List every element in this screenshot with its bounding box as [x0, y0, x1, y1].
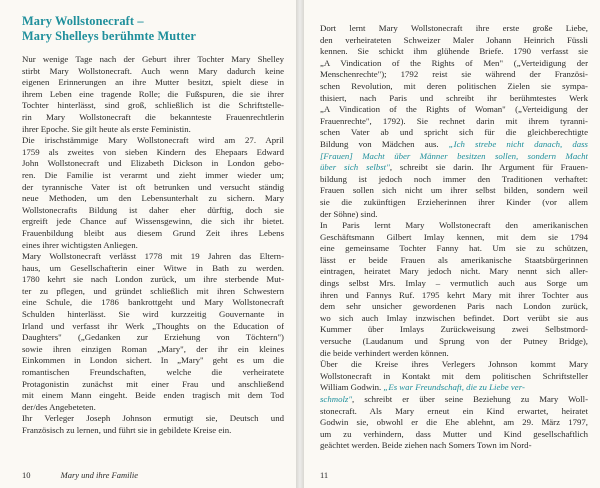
chapter-title-line: Mary Wollstonecraft – [22, 14, 144, 28]
text-line [320, 301, 588, 313]
text-segment: versuche (Laudanum und Sprung von der Putney Bridge), [320, 336, 588, 347]
text-line [320, 174, 588, 186]
text-line [320, 127, 588, 139]
text-line: ihrem Leben eine tragende Rolle; die Fußspuren, die sie ihrer [22, 88, 284, 99]
text-line: der/des Angebeteten. [22, 401, 96, 412]
text-line [320, 278, 588, 290]
quote-text: „Es war Freundschaft, die zu Liebe ver- [383, 382, 525, 393]
text-line: 1759 als zweites von sieben Kindern des Ehepaars Edward [22, 146, 284, 157]
paragraph [22, 135, 284, 251]
text-segment: thisiert, nach Paris und schreibt ihr berühmtestes Werk [320, 92, 588, 103]
text-segment: wo sich auch Imlay inzwischen befindet. Dort verübt sie aus [320, 312, 588, 323]
paragraph [22, 251, 284, 413]
text-line: Die irischstämmige Mary Wollstonecraft wird am 27. April [22, 135, 284, 146]
text-line: romantischen Freundschaften, welche die verheiratete [22, 367, 284, 378]
text-line: eine Schule, die 1786 bankrottgeht und Mary Wollstonecraft [22, 297, 284, 308]
text-segment: um zu verhindern, dass Mutter und Kind gesellschaftlich [320, 428, 588, 439]
text-line [320, 429, 588, 441]
text-line [320, 382, 588, 394]
text-segment: ihren und Fannys Ruf. 1795 kehrt Mary mit ihrer Tochter aus [320, 289, 588, 300]
quote-text: „Ich strebe nicht danach, dass [448, 138, 588, 149]
text-segment: , schreibt sie darin. Ihr Argument für Frauen- [389, 162, 588, 173]
page-footer-right [320, 470, 328, 480]
text-line: Irland und verfasst ihr Werk „Thoughts on the Education of [22, 320, 284, 331]
text-segment: „A Vindication of the Rights of Men" („Verteidigung der [320, 57, 588, 68]
text-segment: Menschenrechte"); 1792 reist sie während der Französi- [320, 69, 588, 80]
text-segment: kennen. Sie schickt ihm glühende Briefe. 1790 verfasst sie [320, 46, 588, 57]
text-segment: Bildung von Mädchen aus. [320, 138, 449, 149]
text-segment: geächtet werden. Beide ziehen nach Somers Town im Nord- [320, 440, 532, 451]
text-line [320, 139, 588, 151]
text-line: ergreift jede Chance auf Wissensgewinn, die sich ihr bietet. [22, 216, 284, 227]
text-segment: bildung ist jedoch noch immer den Traditionen verhaftet: [320, 173, 588, 184]
quote-text: [Frauen] Macht über Männer besitzen sollen, sondern Macht [320, 150, 588, 161]
text-segment: Frauenrechte", 1792). Sie rechnet darin mit ihrem tyranni- [320, 115, 588, 126]
text-segment: den verheirateten Schweizer Maler Johann Heinrich Füssli [320, 34, 588, 45]
text-segment: , schreibt er über seine Beziehung zu Mary Woll- [352, 394, 588, 404]
text-segment: Über die Kreise ihres Verlegers Johnson kommt Mary [320, 359, 588, 370]
text-segment: „A Vindication of the Rights of Woman" („Verteidigung der [320, 104, 588, 115]
text-line: Tochter hinterlässt, sind groß, schließlich ist die Schriftstelle- [22, 100, 284, 111]
text-line [320, 336, 588, 348]
text-segment: Frauen sollen sich nicht um ihrer selbst bilden, sondern weil [320, 185, 588, 196]
text-line: stirbt Mary Wollstonecraft. Auch wenn Mary dadurch keine [22, 65, 284, 76]
text-line [320, 220, 588, 232]
text-segment: der Söhne) sind. [320, 208, 378, 219]
left-page [0, 0, 296, 488]
text-segment: In Paris lernt Mary Wollstonecraft den amerikanischen [320, 220, 588, 231]
text-line [320, 394, 588, 406]
text-line [320, 185, 588, 197]
text-line: mit einem Mann eingeht. Beide enden tragisch mit dem Tod [22, 390, 284, 401]
text-line: eigenen Erinnerungen an ihre Mutter besitzt, spielt diese in [22, 77, 284, 88]
text-line [320, 371, 588, 383]
paragraph [22, 413, 284, 436]
running-head: Mary und ihre Familie [60, 470, 138, 480]
text-line [320, 406, 588, 418]
text-line [320, 197, 588, 209]
text-line: Frauenbildung bleibt aus diesem Grund Zeit ihres Lebens [22, 227, 284, 238]
text-line: Nur wenige Tage nach der Geburt ihrer Tochter Mary Shelley [22, 54, 284, 64]
text-line [320, 359, 588, 371]
text-line [320, 151, 588, 163]
text-segment: Godwin sie, obwohl er die Ehe ablehnt, am 29. März 1797, [320, 417, 588, 428]
text-line: Mary Wollstonecraft verlässt 1778 mit 19 Jahren das Eltern- [22, 251, 284, 262]
quote-text: über sich selbst" [320, 162, 390, 173]
text-segment: sie die zukünftigen Erzieherinnen ihrer Kinder (vor allem [320, 196, 588, 207]
text-line [320, 46, 588, 58]
text-line [320, 81, 588, 93]
text-line: haus, um Gesellschafterin einer Witwe in Bath zu werden. [22, 262, 284, 273]
page-number: 11 [320, 470, 329, 480]
text-line [320, 93, 588, 105]
text-line: Daughters" („Gedanken zur Erziehung von Töchtern") [22, 332, 284, 343]
text-segment: Dort lernt Mary Wollstonecraft ihre erste große Liebe, [320, 23, 588, 33]
text-line [320, 255, 588, 267]
text-line [320, 104, 588, 116]
text-line [320, 69, 588, 81]
text-line [320, 162, 588, 174]
text-segment: lässt er beide Frauen als amerikanische Staatsbürgerinnen [320, 254, 588, 265]
page-number: 10 [22, 470, 31, 480]
text-line [320, 116, 588, 128]
book-gutter [296, 0, 304, 488]
right-page [304, 0, 600, 488]
text-segment: schen Revolution, mit deren politischen Zielen sie sympa- [320, 80, 588, 91]
text-line: Einkommen in London sichert. In „Mary" geht es um die [22, 355, 284, 366]
text-segment: eine gemeinsame Tochter Fanny hat. Um sie zu schützen, [320, 243, 588, 254]
text-line [320, 266, 588, 278]
text-segment: schen Vater ab und spricht sich für die gleichberechtigte [320, 127, 588, 138]
text-segment: Wollstonecraft in Kontakt mit dem politischen Schriftsteller [320, 370, 588, 381]
text-segment: Geschäftsmann Gilbert Imlay kennen, mit dem sie 1794 [320, 231, 588, 242]
text-segment: dem sehr unsicher gewordenen Paris nach London zurück, [320, 301, 588, 312]
left-body-text [22, 54, 284, 437]
text-segment: eintragen, heiratet Mary jedoch nicht. Mary nennt sich aller- [320, 266, 588, 277]
text-segment: die beide verhindert werden können. [320, 347, 449, 358]
text-line [320, 23, 588, 35]
text-line [320, 209, 588, 221]
text-line [320, 313, 588, 325]
text-line: ter zu pflegen, und gründet schließlich mit ihren Schwestern [22, 285, 284, 296]
text-line: 1780 kehrt sie nach London zurück, um ihre sterbende Mut- [22, 274, 284, 285]
text-line [320, 348, 588, 360]
chapter-title [22, 14, 284, 43]
text-line: ihrer Epoche. Sie gilt heute als erste Feministin. [22, 123, 191, 134]
text-line: sowie ihren einzigen Roman „Mary", der ihr ein kleines [22, 343, 284, 354]
text-segment: Kummer über Imlays Zurückweisung zwei Selbstmord- [320, 324, 588, 335]
text-line: Französisch zu lernen, und führt sie in gebildete Kreise ein. [22, 425, 232, 435]
text-line: der tyrannische Vater ist oft betrunken und versucht ständig [22, 181, 284, 192]
quote-text: schmolz" [320, 394, 353, 404]
text-line [320, 232, 588, 244]
right-body-text [320, 23, 588, 452]
text-line [320, 324, 588, 336]
paragraph [22, 54, 284, 135]
text-line [320, 243, 588, 255]
text-line [320, 290, 588, 302]
text-line [320, 440, 588, 452]
text-line: Wollstonecrafts Bildung ist daher eher dürftig, doch sie [22, 204, 284, 215]
text-line [320, 35, 588, 47]
text-line: Protagonistin zunächst mit einer Frau und anschließend [22, 378, 284, 389]
text-line: eines ihrer wichtigsten Anliegen. [22, 239, 138, 250]
text-line [320, 417, 588, 429]
text-line [320, 58, 588, 70]
text-line: rin Mary Wollstonecraft die bekannteste Frauenrechtlerin [22, 111, 284, 122]
text-line: ren. Die Familie ist verarmt und zieht immer wieder um; [22, 169, 284, 180]
text-segment: William Godwin. [320, 382, 384, 393]
text-segment: dings selbst Mrs. Imlay – vermutlich auch aus Sorge um [320, 278, 588, 289]
chapter-title-line: Mary Shelleys berühmte Mutter [22, 28, 196, 43]
page-footer-left [22, 470, 138, 480]
text-segment: stonecraft. Als Mary erneut ein Kind erwartet, heiratet [320, 405, 588, 416]
text-line: Schulden hinterlässt. Sie wird kurzzeitig Gouvernante in [22, 309, 284, 320]
text-line: John Wollstonecraft und Elizabeth Dickson in London gebo- [22, 158, 284, 169]
text-line: Ihr Verleger Joseph Johnson ermutigt sie, Deutsch und [22, 413, 284, 424]
text-line: neue Methoden, um den Lebensunterhalt zu sichern. Mary [22, 193, 284, 204]
